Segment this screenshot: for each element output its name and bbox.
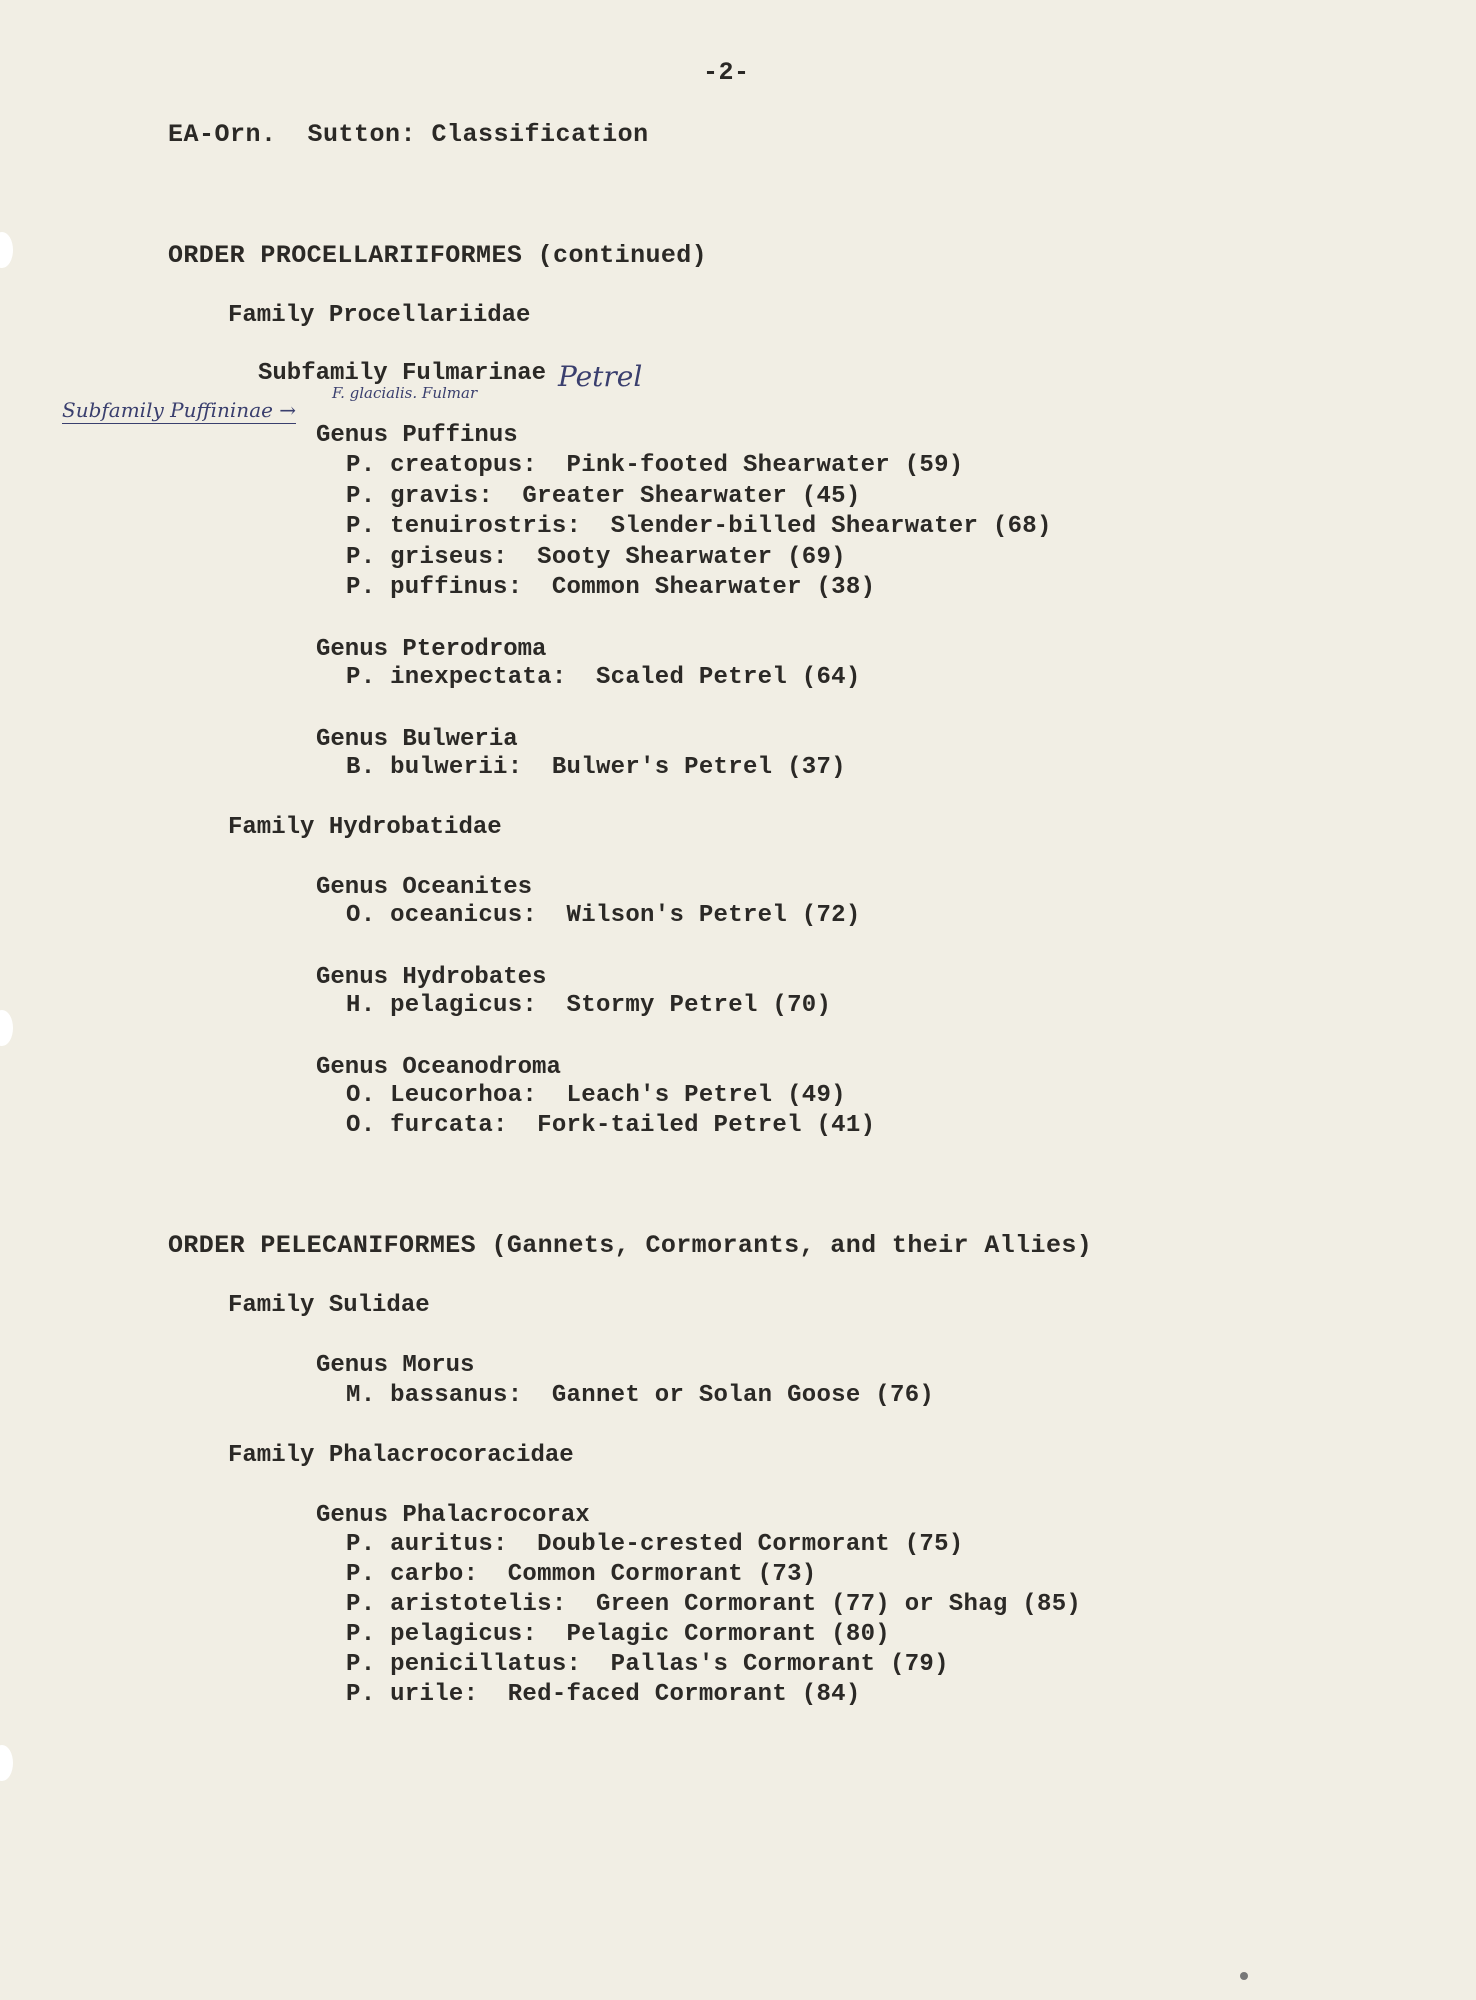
species-entry: B. bulwerii: Bulwer's Petrel (37) — [346, 754, 846, 781]
species-entry: O. furcata: Fork-tailed Petrel (41) — [346, 1112, 876, 1139]
species-entry: P. puffinus: Common Shearwater (38) — [346, 574, 876, 601]
punch-hole — [0, 1010, 13, 1046]
genus-heading: Genus Bulweria — [316, 726, 518, 753]
handwritten-subfamily-note: Subfamily Puffininae → — [62, 398, 297, 422]
genus-heading: Genus Puffinus — [316, 422, 518, 449]
page-header: EA-Orn. Sutton: Classification — [168, 120, 649, 149]
species-entry: P. griseus: Sooty Shearwater (69) — [346, 544, 846, 571]
species-entry: P. urile: Red-faced Cormorant (84) — [346, 1681, 861, 1708]
handwritten-fulmar-note: F. glacialis. Fulmar — [332, 384, 478, 402]
species-entry: P. auritus: Double-crested Cormorant (75) — [346, 1531, 964, 1558]
order-heading: ORDER PELECANIFORMES (Gannets, Cormorants, and their Allies) — [168, 1231, 1093, 1260]
handwritten-petrel-note: Petrel — [558, 360, 643, 393]
genus-heading: Genus Phalacrocorax — [316, 1502, 590, 1529]
genus-heading: Genus Pterodroma — [316, 636, 547, 663]
species-entry: P. penicillatus: Pallas's Cormorant (79) — [346, 1651, 949, 1678]
family-heading: Family Sulidae — [228, 1292, 430, 1319]
punch-hole — [0, 1745, 13, 1781]
subfamily-heading: Subfamily Fulmarinae — [258, 360, 547, 387]
species-entry: M. bassanus: Gannet or Solan Goose (76) — [346, 1382, 935, 1409]
order-heading: ORDER PROCELLARIIFORMES (continued) — [168, 241, 708, 270]
punch-hole — [0, 232, 13, 268]
species-entry: P. gravis: Greater Shearwater (45) — [346, 483, 861, 510]
genus-heading: Genus Hydrobates — [316, 964, 547, 991]
species-entry: P. inexpectata: Scaled Petrel (64) — [346, 664, 861, 691]
page-number: -2- — [703, 58, 750, 87]
species-entry: P. tenuirostris: Slender-billed Shearwater (68) — [346, 513, 1052, 540]
species-entry: P. creatopus: Pink-footed Shearwater (59) — [346, 452, 964, 479]
species-entry: O. Leucorhoa: Leach's Petrel (49) — [346, 1082, 846, 1109]
species-entry: H. pelagicus: Stormy Petrel (70) — [346, 992, 832, 1019]
species-entry: P. pelagicus: Pelagic Cormorant (80) — [346, 1621, 890, 1648]
genus-heading: Genus Oceanodroma — [316, 1054, 561, 1081]
species-entry: P. aristotelis: Green Cormorant (77) or Shag (85) — [346, 1591, 1082, 1618]
family-heading: Family Hydrobatidae — [228, 814, 502, 841]
genus-heading: Genus Oceanites — [316, 874, 533, 901]
ink-speck — [1240, 1972, 1248, 1980]
family-heading: Family Procellariidae — [228, 302, 531, 329]
species-entry: P. carbo: Common Cormorant (73) — [346, 1561, 817, 1588]
genus-heading: Genus Morus — [316, 1352, 475, 1379]
family-heading: Family Phalacrocoracidae — [228, 1442, 574, 1469]
species-entry: O. oceanicus: Wilson's Petrel (72) — [346, 902, 861, 929]
